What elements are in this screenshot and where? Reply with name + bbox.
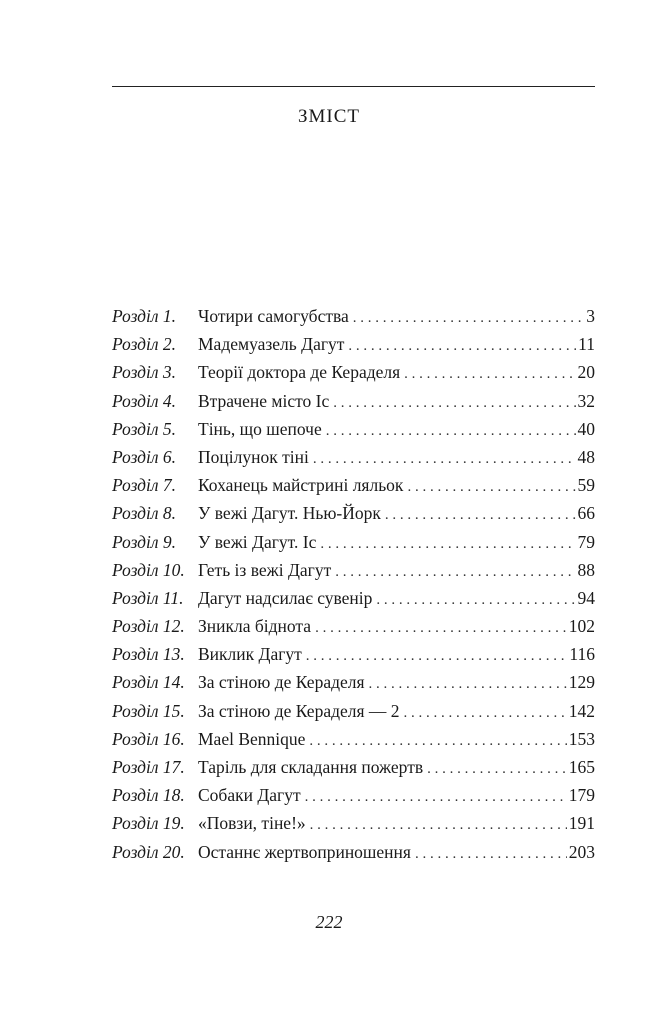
toc-leader-dots: [326, 423, 576, 440]
toc-entry[interactable]: [112, 503, 595, 531]
toc-entry[interactable]: [112, 701, 595, 729]
toc-page-number: 116: [569, 644, 595, 665]
toc-page-number: 3: [586, 306, 595, 326]
toc-chapter-label: Розділ 9.: [112, 531, 177, 552]
toc-chapter-label: Розділ 19.: [112, 813, 185, 834]
toc-entry[interactable]: [112, 419, 595, 447]
toc-chapter-title: Втрачене місто Іс: [198, 390, 330, 411]
toc-chapter-label: Розділ 1.: [112, 306, 177, 326]
toc-leader-dots: [305, 789, 567, 806]
toc-leader-dots: [320, 536, 575, 553]
toc-entry[interactable]: [112, 729, 595, 757]
toc-leader-dots: [309, 733, 566, 750]
toc-chapter-title: Собаки Дагут: [198, 785, 301, 806]
toc-chapter-title: «Повзи, тіне!»: [198, 813, 306, 834]
toc-chapter-label: Розділ 20.: [112, 841, 185, 862]
toc-chapter-label: Розділ 6.: [112, 446, 177, 467]
toc-chapter-label: Розділ 18.: [112, 785, 185, 806]
toc-chapter-title: Виклик Дагут: [198, 644, 302, 665]
toc-leader-dots: [315, 620, 567, 637]
toc-chapter-label: Розділ 7.: [112, 475, 177, 496]
toc-page-number: 153: [568, 728, 595, 749]
toc-page-number: 88: [577, 559, 595, 580]
toc-entry[interactable]: [112, 447, 595, 475]
toc-chapter-title: У вежі Дагут. Нью-Йорк: [198, 503, 381, 524]
toc-page-number: 20: [577, 362, 595, 383]
toc-entry[interactable]: [112, 813, 595, 841]
toc-entry[interactable]: [112, 306, 595, 334]
toc-entry[interactable]: [112, 842, 595, 870]
toc-chapter-title: Таріль для складання пожертв: [198, 757, 424, 777]
toc-chapter-title: Коханець майстрині ляльок: [198, 475, 404, 496]
toc-entry[interactable]: [112, 785, 595, 813]
toc-page-number: 32: [577, 390, 595, 411]
toc-entry[interactable]: [112, 588, 595, 616]
toc-leader-dots: [376, 592, 575, 609]
toc-chapter-label: Розділ 14.: [112, 672, 185, 693]
toc-page-number: 165: [568, 757, 595, 777]
toc-entry[interactable]: [112, 391, 595, 419]
toc-chapter-title: Mael Bennique: [198, 728, 306, 749]
toc-leader-dots: [333, 395, 575, 412]
toc-chapter-title: Дагут надсилає сувенір: [198, 587, 373, 608]
toc-entry[interactable]: [112, 475, 595, 503]
toc-page-number: 66: [577, 503, 595, 524]
toc-chapter-title: Останнє жертвоприношення: [198, 841, 411, 862]
toc-page-number: 142: [568, 700, 595, 721]
toc-chapter-label: Розділ 16.: [112, 728, 185, 749]
toc-entry[interactable]: [112, 334, 595, 362]
toc-chapter-title: Зникла біднота: [198, 616, 312, 637]
toc-chapter-title: Геть із вежі Дагут: [198, 559, 332, 580]
toc-page-number: 94: [577, 587, 595, 608]
table-of-contents: [112, 306, 595, 870]
toc-page-number: 79: [577, 531, 595, 552]
toc-leader-dots: [306, 648, 568, 665]
toc-chapter-label: Розділ 11.: [112, 587, 184, 608]
toc-chapter-label: Розділ 2.: [112, 334, 177, 355]
toc-page-number: 129: [568, 672, 595, 693]
toc-chapter-label: Розділ 3.: [112, 362, 177, 383]
toc-chapter-title: За стіною де Кераделя: [198, 672, 365, 693]
toc-page-number: 11: [578, 334, 595, 355]
page-number: 222: [315, 912, 343, 932]
toc-entry[interactable]: [112, 616, 595, 644]
toc-chapter-title: Чотири самогубства: [198, 306, 349, 326]
toc-leader-dots: [404, 705, 567, 722]
toc-entry[interactable]: [112, 532, 595, 560]
page-title: ЗМІСТ: [297, 106, 361, 127]
toc-entry[interactable]: [112, 362, 595, 390]
toc-entry[interactable]: [112, 644, 595, 672]
toc-page-number: 179: [568, 785, 595, 806]
toc-entry[interactable]: [112, 672, 595, 700]
toc-leader-dots: [335, 564, 575, 581]
toc-chapter-label: Розділ 8.: [112, 503, 177, 524]
toc-chapter-label: Розділ 4.: [112, 390, 177, 411]
toc-chapter-label: Розділ 13.: [112, 644, 185, 665]
toc-chapter-title: Мадемуазель Дагут: [198, 334, 345, 355]
toc-chapter-title: Теорії доктора де Кераделя: [198, 362, 401, 383]
toc-page-number: 59: [577, 475, 595, 496]
toc-leader-dots: [407, 479, 575, 496]
toc-chapter-label: Розділ 10.: [112, 559, 185, 580]
toc-leader-dots: [415, 846, 567, 863]
toc-chapter-label: Розділ 5.: [112, 418, 177, 439]
toc-page-number: 102: [568, 616, 595, 637]
toc-chapter-label: Розділ 15.: [112, 700, 185, 721]
toc-page-number: 40: [577, 418, 595, 439]
toc-page-number: 203: [568, 841, 595, 862]
top-rule: [112, 86, 595, 87]
toc-chapter-label: Розділ 17.: [112, 757, 185, 777]
toc-page-number: 48: [577, 446, 595, 467]
toc-entry[interactable]: [112, 757, 595, 785]
toc-chapter-title: Тінь, що шепоче: [198, 418, 322, 439]
toc-chapter-title: За стіною де Кераделя — 2: [198, 700, 400, 721]
toc-entry[interactable]: [112, 560, 595, 588]
toc-leader-dots: [427, 761, 567, 778]
toc-leader-dots: [404, 366, 575, 383]
toc-chapter-title: Поцілунок тіні: [198, 446, 309, 467]
toc-leader-dots: [348, 338, 576, 355]
toc-chapter-title: У вежі Дагут. Іс: [198, 531, 317, 552]
toc-leader-dots: [313, 451, 576, 468]
toc-leader-dots: [369, 676, 567, 693]
toc-chapter-label: Розділ 12.: [112, 616, 185, 637]
toc-leader-dots: [385, 507, 576, 524]
toc-page-number: 191: [568, 813, 595, 834]
toc-leader-dots: [353, 310, 584, 327]
toc-leader-dots: [310, 817, 567, 834]
